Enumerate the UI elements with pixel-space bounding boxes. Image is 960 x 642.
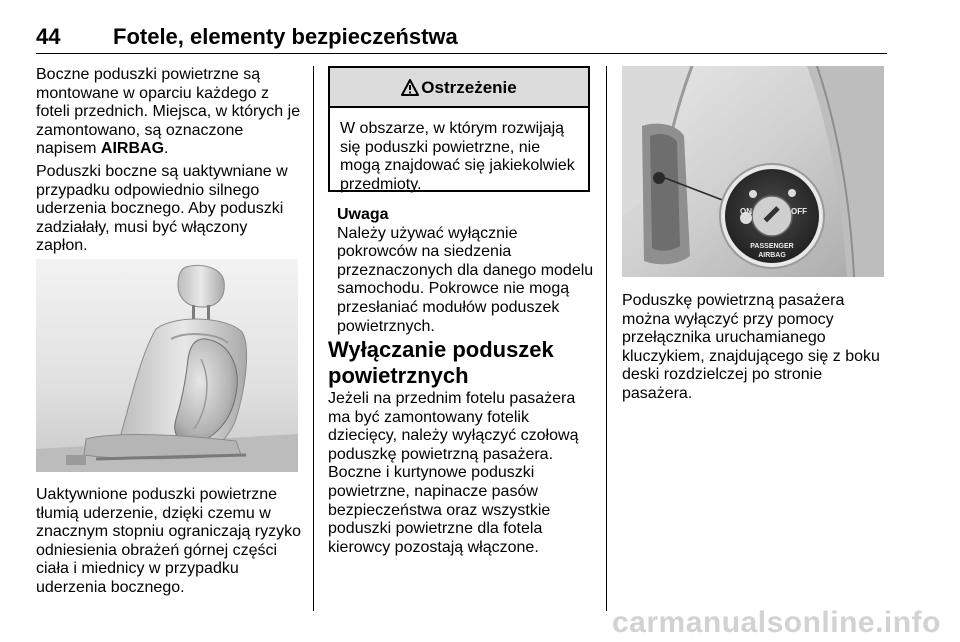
paragraph-end: .: [164, 140, 169, 158]
airbag-label: AIRBAG: [100, 140, 165, 158]
column-divider-left: [313, 66, 314, 611]
switch-label-line-2: AIRBAG: [758, 252, 786, 259]
paragraph-side-airbags: [36, 66, 302, 159]
seat-figure-caption: [36, 486, 302, 598]
section-heading: Wyłączanie poduszek powietrznych: [328, 337, 554, 388]
header-divider: [36, 53, 887, 54]
column-1-text: [36, 66, 302, 256]
note-block: [337, 206, 595, 336]
switch-off-label: OFF: [791, 207, 807, 216]
page-number: 44: [36, 24, 61, 49]
section-body: [328, 390, 596, 557]
column-3-text: [622, 292, 886, 404]
airbag-switch-illustration: [622, 66, 884, 277]
warning-text: W obszarze, w którym rozwijają się poduszki powietrzne, nie mogą znajdować się jakiekolwiek przedmioty.: [340, 120, 575, 193]
switch-label-line-1: PASSENGER: [750, 243, 794, 250]
column-divider-right: [606, 66, 607, 611]
caption-text: Uaktywnione poduszki powietrzne tłumią uderzenie, dzięki czemu w znacznym stopniu ograniczają ryzyko odniesienia obrażeń górnej części ciała i miednicy w przypadku uderzenia bocznego.: [36, 486, 302, 596]
note-text: Należy używać wyłącznie pokrowców na siedzenia przeznaczonych dla danego modelu samochodu. Pokrowce nie mogą przesłaniać modułów poduszek powietrznych.: [337, 224, 594, 335]
switch-description: Poduszkę powietrzną pasażera można wyłączyć przy pomocy przełącznika uruchamianego kluczykiem, znajdującego się z boku deski rozdzielczej po stronie pasażera.: [622, 292, 880, 402]
paragraph-text: Boczne poduszki powietrzne są montowane w oparciu każdego z foteli przednich. Miejsca, w których je zamontowano, są oznaczone napisem: [36, 66, 301, 158]
paragraph-activation: Poduszki boczne są uaktywniane w przypadku odpowiednio silnego uderzenia bocznego. Aby poduszki zadziałały, musi być włączony zapłon.: [36, 162, 288, 255]
warning-box: [328, 66, 590, 192]
note-title: Uwaga: [337, 206, 389, 223]
watermark: carmanualsonline.info: [612, 606, 941, 639]
warning-title: Ostrzeżenie: [421, 78, 517, 97]
page-title: Fotele, elementy bezpieczeństwa: [113, 24, 458, 49]
section-text: Jeżeli na przednim fotelu pasażera ma być zamontowany fotelik dziecięcy, należy wyłączyć czołową poduszkę powietrzną pasażera. Boczne i kurtynowe poduszki powietrzne, napinacze pasów bezpieczeństwa oraz wszystkie poduszki powietrzne dla fotela kierowcy pozostają włączone.: [328, 390, 579, 556]
switch-on-label: ON: [740, 207, 752, 216]
seat-airbag-illustration: [36, 259, 298, 472]
warning-header: [330, 68, 588, 108]
warning-triangle-icon: [401, 71, 419, 111]
